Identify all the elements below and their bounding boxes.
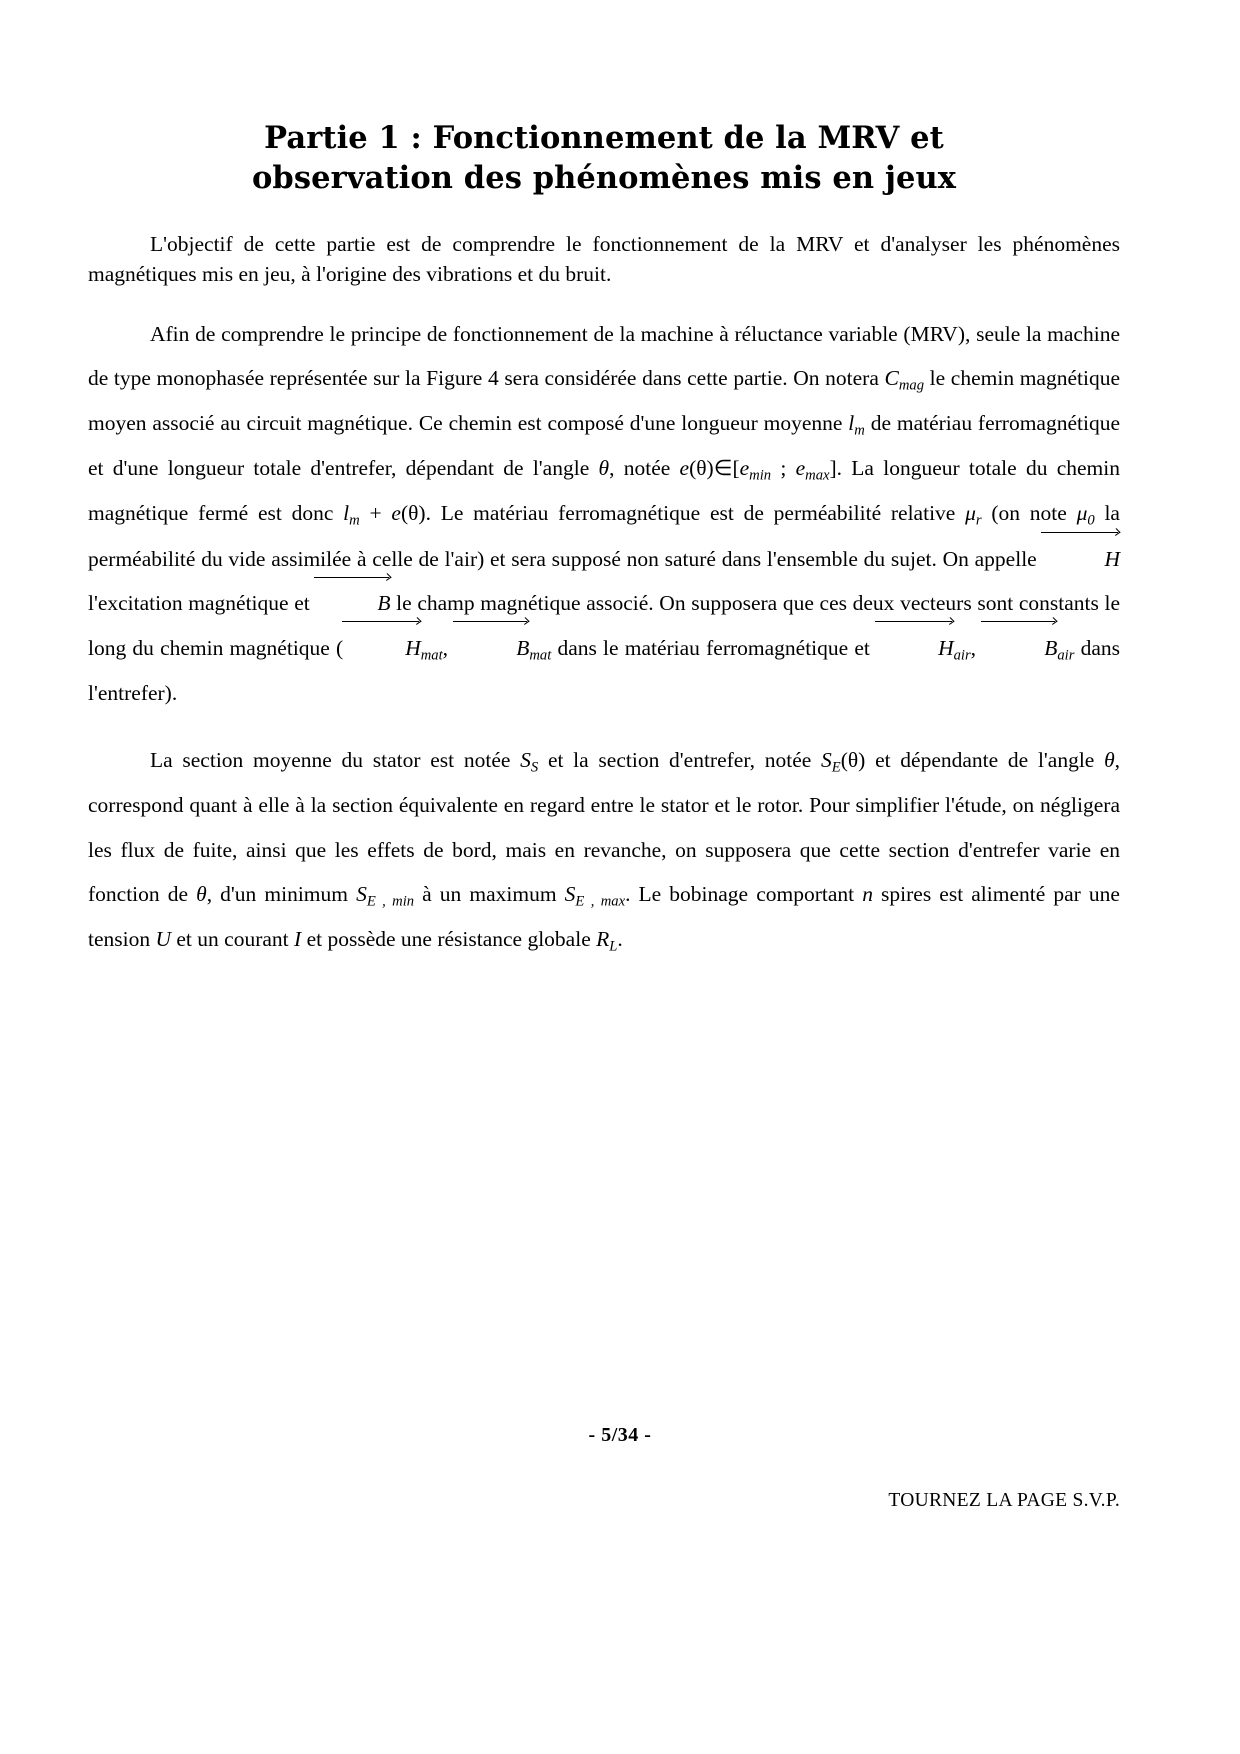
text-run: La section moyenne du stator est notée bbox=[150, 747, 521, 772]
math-vector-accent bbox=[454, 626, 529, 671]
text-run: la perméabilité du vide assimilée à celle de l'air) et sera supposé non saturé dans l'ensemble du sujet. On appelle bbox=[88, 501, 1120, 571]
math-mu-r bbox=[965, 501, 982, 530]
text-run: , correspond quant à elle à la section équivalente en regard entre le stator et le rotor. Pour simplifier l'étude, on négligera les flux de fuite, ainsi que les effets de bord, mais en revanche, on supposera que cette section d'entrefer varie en fonction de bbox=[88, 747, 1121, 907]
text-run: , d'un minimum bbox=[206, 882, 357, 907]
math-operator: + bbox=[359, 501, 392, 526]
text-run: . La longueur totale du chemin magnétique fermé est donc bbox=[88, 456, 1120, 526]
math-theta: θ bbox=[196, 882, 207, 907]
math-subscript: mag bbox=[898, 377, 925, 394]
math-vector-h bbox=[1042, 537, 1120, 582]
math-i: I bbox=[294, 927, 302, 952]
math-symbol: B bbox=[516, 636, 530, 660]
math-subscript: m bbox=[854, 423, 865, 439]
math-subscript: mat bbox=[420, 647, 443, 664]
math-argument: (θ) bbox=[400, 501, 426, 526]
paragraph-principle bbox=[88, 312, 1120, 716]
math-symbol: S bbox=[564, 882, 576, 907]
math-s-e-min bbox=[356, 882, 415, 910]
text-run: de matériau ferromagnétique et d'une longueur totale d'entrefer, dépendant de l'angle bbox=[88, 411, 1121, 481]
math-symbol: l bbox=[343, 501, 350, 526]
math-vector-h-air bbox=[876, 636, 971, 664]
text-run: et un courant bbox=[171, 927, 295, 952]
math-mu-0 bbox=[1076, 501, 1095, 530]
math-symbol: S bbox=[821, 747, 832, 772]
math-symbol: B bbox=[1044, 636, 1058, 660]
math-operator: ] bbox=[829, 456, 837, 481]
math-operator: (θ)∈[ bbox=[689, 456, 740, 481]
text-run: à un maximum bbox=[414, 882, 565, 907]
math-subscript: E , min bbox=[366, 893, 415, 910]
text-run: . Le bobinage comportant bbox=[625, 882, 863, 907]
math-r-l bbox=[596, 927, 618, 956]
math-vector-b-air bbox=[982, 636, 1075, 664]
text-run: , bbox=[970, 636, 983, 660]
math-symbol: l bbox=[848, 411, 855, 436]
math-symbol: μ bbox=[965, 501, 976, 526]
math-symbol: H bbox=[405, 636, 421, 660]
page-title-line-1: Partie 1 : Fonctionnement de la MRV et bbox=[264, 120, 944, 156]
math-symbol: S bbox=[520, 747, 531, 772]
math-symbol: C bbox=[884, 366, 899, 391]
text-run: , notée bbox=[609, 456, 680, 481]
text-run: le champ magnétique associé. On supposera que ces deux vecteurs sont constants le long du chemin magnétique ( bbox=[88, 591, 1120, 660]
page-content bbox=[88, 118, 1120, 962]
math-c-mag bbox=[884, 366, 925, 394]
paragraph-objective bbox=[88, 229, 1120, 290]
text-run: le chemin magnétique moyen associé au circuit magnétique. Ce chemin est composé d'une longueur moyenne bbox=[88, 366, 1120, 436]
math-theta: θ bbox=[1104, 747, 1115, 772]
text-run: spires est alimenté par une tension bbox=[88, 882, 1120, 952]
math-separator: ; bbox=[771, 456, 796, 481]
paragraph-objective-text: L'objectif de cette partie est de comprendre le fonctionnement de la MRV et d'analyser les phénomènes magnétiques mis en jeu, à l'origine des vibrations et du bruit. bbox=[88, 231, 1120, 287]
math-subscript: S bbox=[530, 759, 539, 776]
math-symbol: e bbox=[391, 501, 401, 526]
math-symbol: R bbox=[596, 927, 610, 952]
text-run: et dépendante de l'angle bbox=[865, 747, 1105, 772]
page-title-line-2: observation des phénomènes mis en jeux bbox=[251, 160, 957, 197]
page-number: - 5/34 - bbox=[588, 1424, 652, 1446]
math-subscript: mat bbox=[529, 647, 552, 664]
math-vector-accent bbox=[982, 626, 1057, 671]
math-vector-b bbox=[315, 581, 390, 626]
math-vector-h-mat bbox=[343, 636, 443, 664]
math-s-e-max bbox=[564, 882, 626, 910]
paragraph-sections bbox=[88, 738, 1120, 963]
math-u: U bbox=[155, 927, 172, 952]
math-subscript: E , max bbox=[575, 893, 626, 910]
text-run: l'excitation magnétique et bbox=[88, 591, 316, 616]
math-theta: θ bbox=[598, 456, 610, 481]
math-e-theta-interval bbox=[679, 456, 837, 485]
math-symbol: S bbox=[356, 882, 367, 907]
math-argument: (θ) bbox=[840, 747, 866, 772]
math-symbol: H bbox=[938, 636, 954, 660]
math-subscript: E bbox=[831, 759, 841, 776]
text-run: dans l'entrefer). bbox=[88, 636, 1121, 706]
math-lm-plus-e-theta bbox=[343, 501, 426, 530]
math-vector-accent bbox=[876, 626, 954, 671]
math-subscript: air bbox=[1057, 647, 1075, 664]
math-n: n bbox=[862, 882, 873, 907]
text-run: (on note bbox=[981, 501, 1077, 526]
math-symbol: e bbox=[739, 456, 750, 481]
math-symbol: e bbox=[679, 456, 690, 481]
turn-page-note: TOURNEZ LA PAGE S.V.P. bbox=[888, 1490, 1120, 1511]
math-s-s bbox=[520, 747, 539, 776]
math-subscript: max bbox=[805, 468, 830, 485]
math-s-e-theta bbox=[821, 747, 866, 776]
math-subscript: m bbox=[349, 513, 360, 530]
math-symbol: e bbox=[795, 456, 806, 481]
math-vector-b-mat bbox=[454, 636, 552, 664]
page-title bbox=[88, 118, 1120, 199]
math-subscript: L bbox=[609, 939, 618, 956]
text-run: . Le matériau ferromagnétique est de perméabilité relative bbox=[425, 501, 966, 526]
text-run: et la section d'entrefer, notée bbox=[538, 747, 822, 772]
math-symbol: B bbox=[377, 591, 391, 616]
math-symbol: μ bbox=[1076, 501, 1088, 526]
math-symbol: H bbox=[1104, 546, 1120, 571]
text-run: , bbox=[442, 636, 455, 660]
math-subscript: 0 bbox=[1087, 513, 1095, 530]
math-vector-accent bbox=[343, 626, 421, 671]
math-l-m bbox=[848, 411, 865, 439]
text-run: Afin de comprendre le principe de fonctionnement de la machine à réluctance variable (MRV), seule la machine de type monophasée représentée sur la Figure 4 sera considérée dans cette partie. On notera bbox=[88, 321, 1120, 391]
math-subscript: r bbox=[975, 513, 982, 530]
math-subscript: air bbox=[953, 647, 971, 664]
text-run: dans le matériau ferromagnétique et bbox=[551, 636, 877, 660]
text-run: . bbox=[617, 927, 623, 952]
text-run: et possède une résistance globale bbox=[301, 927, 597, 952]
math-subscript: min bbox=[749, 468, 772, 485]
